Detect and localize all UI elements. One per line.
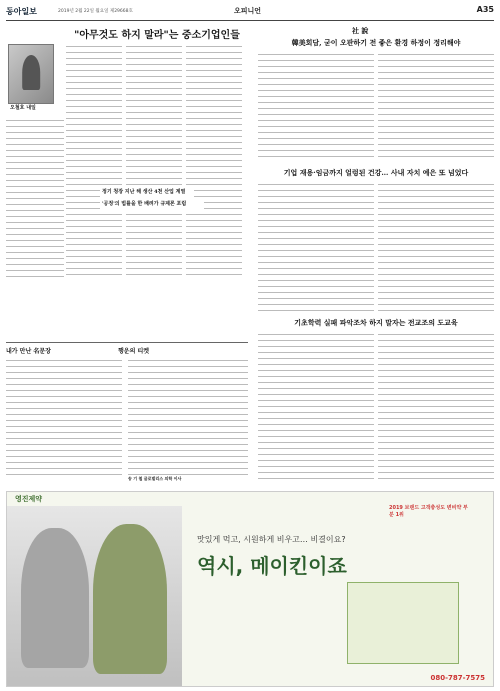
- editorial-headline-2: 기업 재용·임금까지 얼렁된 건강… 사내 자치 예은 또 넘었다: [283, 168, 469, 177]
- corner-piece-title: 행운의 티켓: [118, 348, 150, 355]
- article-column-2: [66, 44, 122, 278]
- editorial-2-col-2: [378, 182, 494, 312]
- editorial-1-col-1: [258, 52, 374, 162]
- article-column-3: [126, 44, 182, 278]
- pull-quote-1: 정기 청장 지난 해 생산 4천 산업 계열: [100, 186, 194, 197]
- ad-phone: 080-787-7575: [430, 674, 485, 682]
- ad-tagline: 맛있게 먹고, 시원하게 비우고… 비결이요?: [197, 535, 346, 544]
- ad-photo: [7, 506, 182, 687]
- ad-brand: 영진제약: [15, 495, 43, 503]
- ad-product-box: [347, 582, 459, 664]
- article-column-1: [6, 118, 64, 278]
- ad-person-left: [21, 528, 89, 668]
- advertisement: [6, 491, 494, 687]
- corner-column-2: [128, 358, 248, 478]
- columnist-photo: [8, 44, 54, 104]
- left-headline: "아무것도 하지 말라"는 중소기업인들: [74, 30, 240, 41]
- editorial-headline-3: 기초학력 실패 파악조차 하지 말자는 전교조의 도교육: [294, 318, 458, 327]
- editorial-1-col-2: [378, 52, 494, 162]
- corner-author: 송 기 철 글로벌리스 의학 이사: [128, 476, 182, 481]
- corner-column-1: [6, 358, 122, 478]
- page-header: [6, 4, 494, 21]
- dateline: 2019년 2월 22일 월요일 제29668호: [58, 9, 133, 14]
- section-title: 오피니언: [234, 7, 262, 15]
- article-column-4: [186, 44, 242, 278]
- masthead: 동아일보: [6, 7, 37, 16]
- ad-side-label: 2019 브랜드 고객충성도 변비약 부분 1위: [389, 505, 468, 518]
- editorial-3-col-1: [258, 332, 374, 482]
- editorial-2-col-1: [258, 182, 374, 312]
- page-number: A35: [476, 5, 494, 14]
- ad-product-title: 역시, 메이킨이죠: [197, 554, 347, 578]
- corner-rule: [6, 342, 248, 343]
- editorial-3-col-2: [378, 332, 494, 482]
- columnist-figure: [22, 55, 40, 90]
- corner-title: 내가 만난 名문장: [6, 348, 51, 355]
- pull-quote-2: '공정'의 법률을 한 배려가 규제론 포럼: [100, 198, 204, 209]
- editorial-label: 社 說: [352, 26, 369, 35]
- columnist-name: 오철호 내일: [10, 105, 36, 111]
- editorial-headline-1: 韓美회담, 굳이 오판하기 전 좋은 환경 하정이 정리해야: [291, 38, 461, 47]
- ad-person-right: [93, 524, 167, 674]
